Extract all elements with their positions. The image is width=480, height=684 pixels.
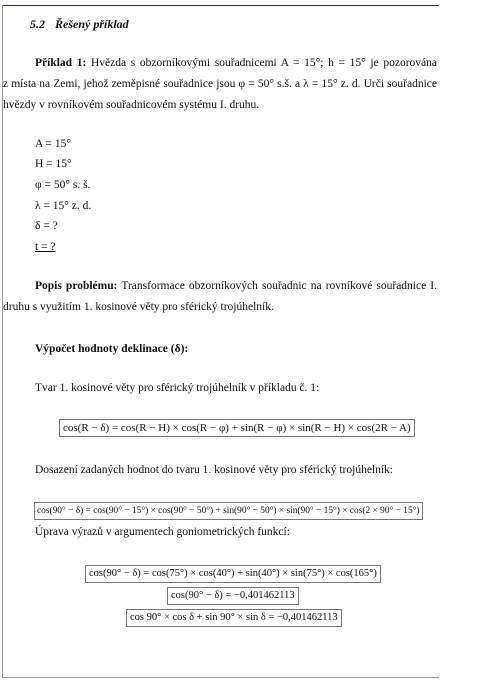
section-heading	[30, 17, 129, 31]
formula-cosine-rule: cos(R − δ) = cos(R − H) × cos(R − φ) + sin(R − φ) × sin(R − H) × cos(2R − A)	[59, 419, 415, 437]
example-label: Příklad 1:	[35, 57, 87, 69]
section-title: Řešený příklad	[55, 17, 129, 31]
formula-substituted: cos(90° − δ) = cos(90° − 15°) × cos(90° − 50°) + sin(90° − 50°) × sin(90° − 15°) × cos(2 × 90° − 15°)	[34, 502, 423, 520]
page-top-border	[2, 5, 439, 6]
problem-line-2: druhu s využitím 1. kosinové věty pro sférický trojúhelník.	[3, 301, 274, 313]
given-height: H = 15°	[35, 158, 72, 170]
cosine-rule-intro: Tvar 1. kosinové věty pro sférický trojúhelník v příkladu č. 1:	[35, 382, 320, 394]
formula-simplified: cos(90° − δ) = cos(75°) × cos(40°) + sin(40°) × sin(75°) × cos(165°)	[85, 565, 381, 583]
formula-expanded: cos 90° × cos δ + sin 90° × sin δ = −0,401462113	[126, 609, 342, 627]
given-latitude: φ = 50° s. š.	[35, 179, 91, 191]
simplification-intro: Úprava výrazů v argumentech goniometrických funkcí:	[35, 526, 290, 538]
section-number: 5.2	[30, 17, 45, 31]
unknown-declination: δ = ?	[35, 220, 58, 232]
example-line-3: hvězdy v rovníkovém souřadnicovém systému I. druhu.	[3, 99, 260, 111]
formula-result: cos(90° − δ) = −0,401462113	[167, 587, 299, 605]
substitution-intro: Dosazení zadaných hodnot do tvaru 1. kosinové věty pro sférický trojúhelník:	[35, 464, 394, 476]
example-line-2: z místa na Zemi, jehož zeměpisné souřadnice jsou φ = 50° s.š. a λ = 15° z. d. Urči souřadnice	[3, 78, 437, 90]
page-bottom-border	[2, 677, 439, 678]
problem-label: Popis problému:	[35, 280, 118, 292]
given-azimuth: A = 15°	[35, 138, 72, 150]
problem-line-1	[35, 279, 437, 293]
example-line-1	[35, 56, 437, 70]
declination-section-title: Výpočet hodnoty deklinace (δ):	[35, 343, 189, 355]
given-longitude: λ = 15° z. d.	[35, 200, 92, 212]
problem-text-1: Transformace obzorníkových souřadnic na rovníkové souřadnice I.	[121, 280, 438, 292]
unknown-hour-angle: t = ?	[35, 241, 56, 253]
example-text-1: Hvězda s obzorníkovými souřadnicemi A = 15°; h = 15° je pozorována	[90, 57, 437, 69]
